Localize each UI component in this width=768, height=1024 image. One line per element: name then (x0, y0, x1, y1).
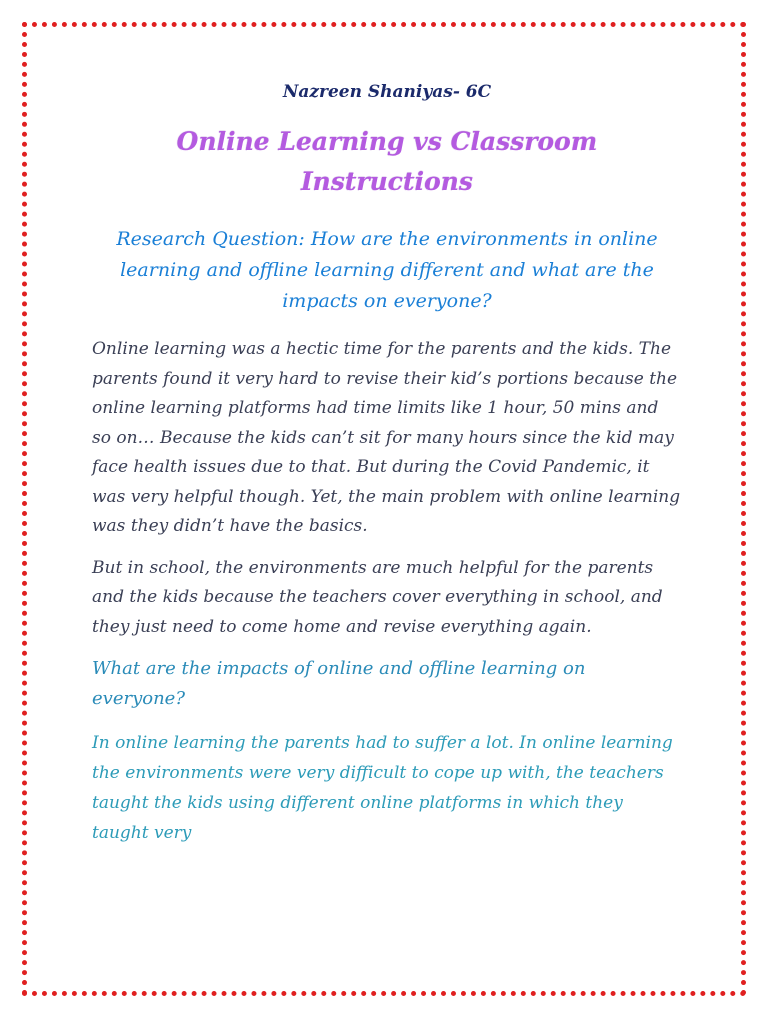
impacts-subheading: What are the impacts of online and offline learning on everyone? (92, 658, 586, 709)
paragraph-school-environment: But in school, the environments are much helpful for the parents and the kids because the teachers cover everything in school, and they just need to come home and revise everything again. (92, 557, 663, 637)
title-line-2: Instructions (300, 167, 474, 196)
paragraph-online-learning: Online learning was a hectic time for the parents and the kids. The parents found it very hard to revise their kid’s portions because the online learning platforms had time limits like 1 hour, 50 mins and so on… Because the kids can’t sit for many hours since the kid may face health issues due to that. But during the Covid Pandemic, it was very helpful though. Yet, the main problem with online learning was they didn’t have the basics. (92, 339, 681, 536)
document-title (92, 122, 682, 202)
document-content (92, 80, 682, 848)
research-question: Research Question: How are the environments in online learning and offline learning different and what are the impacts on everyone? (116, 228, 658, 312)
paragraph-impacts: In online learning the parents had to suffer a lot. In online learning the environments were very difficult to cope up with, the teachers taught the kids using different online platforms in which they taught very (92, 733, 673, 843)
title-line-1: Online Learning vs Classroom (176, 127, 598, 156)
author-name: Nazreen Shaniyas- 6C (282, 82, 492, 102)
